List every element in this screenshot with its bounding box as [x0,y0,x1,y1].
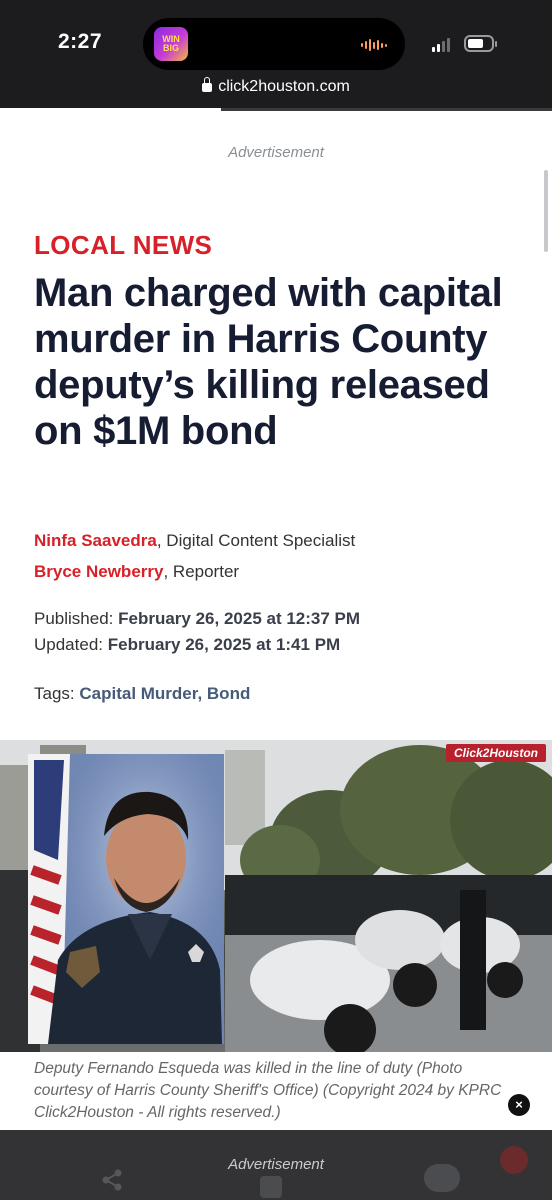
article-photo[interactable] [0,740,552,1052]
photo-illustration [0,740,552,1052]
byline-author [34,562,239,582]
author-role: , Digital Content Specialist [156,531,356,550]
tag-link[interactable]: Capital Murder [79,684,198,703]
updated-value: February 26, 2025 at 1:41 PM [107,635,341,654]
author-link[interactable]: Bryce Newberry [34,562,164,581]
lock-icon [202,83,212,92]
updated-label: Updated: [34,635,108,654]
tag-separator: , [197,684,207,703]
advertisement-label: Advertisement [228,144,324,161]
status-bar [0,0,552,110]
address-bar[interactable] [0,78,552,96]
url-text: click2houston.com [218,78,350,95]
updated-date [34,635,340,655]
game-app-icon: WIN BIG [154,27,188,61]
scrollbar[interactable] [544,170,548,252]
article-headline: Man charged with capital murder in Harris County deputy’s killing released on $1M bond [34,271,503,453]
battery-icon [464,35,494,52]
tags-label: Tags: [34,684,80,703]
status-time: 2:27 [58,30,103,53]
page-load-progress [0,108,552,111]
published-value: February 26, 2025 at 12:37 PM [118,609,361,628]
advertisement-label: Advertisement [228,1156,324,1173]
photo-caption: Deputy Fernando Esqueda was killed in the line of duty (Photo courtesy of Harris County Sheriff's Office) (Copyright 2024 by KPRC Click2Houston - All rights reserved.) [34,1060,502,1121]
photo-watermark: Click2Houston [446,744,546,762]
author-link[interactable]: Ninfa Saavedra [34,531,157,550]
author-role: , Reporter [163,562,240,581]
byline-author [34,531,355,551]
dynamic-island[interactable] [143,18,405,70]
section-label[interactable]: LOCAL NEWS [34,230,213,260]
comments-icon[interactable] [424,1164,460,1192]
bookmark-icon[interactable] [260,1176,282,1198]
tags-row [34,684,250,704]
audio-waveform-icon [361,39,387,51]
share-icon[interactable] [100,1168,124,1192]
page-load-progress-fill [0,108,221,111]
battery-level [468,39,483,48]
published-date [34,609,360,629]
cellular-signal-icon [432,38,450,52]
tag-link[interactable]: Bond [206,684,251,703]
notification-icon[interactable] [500,1146,528,1174]
published-label: Published: [34,609,119,628]
close-icon[interactable]: × [508,1094,530,1116]
